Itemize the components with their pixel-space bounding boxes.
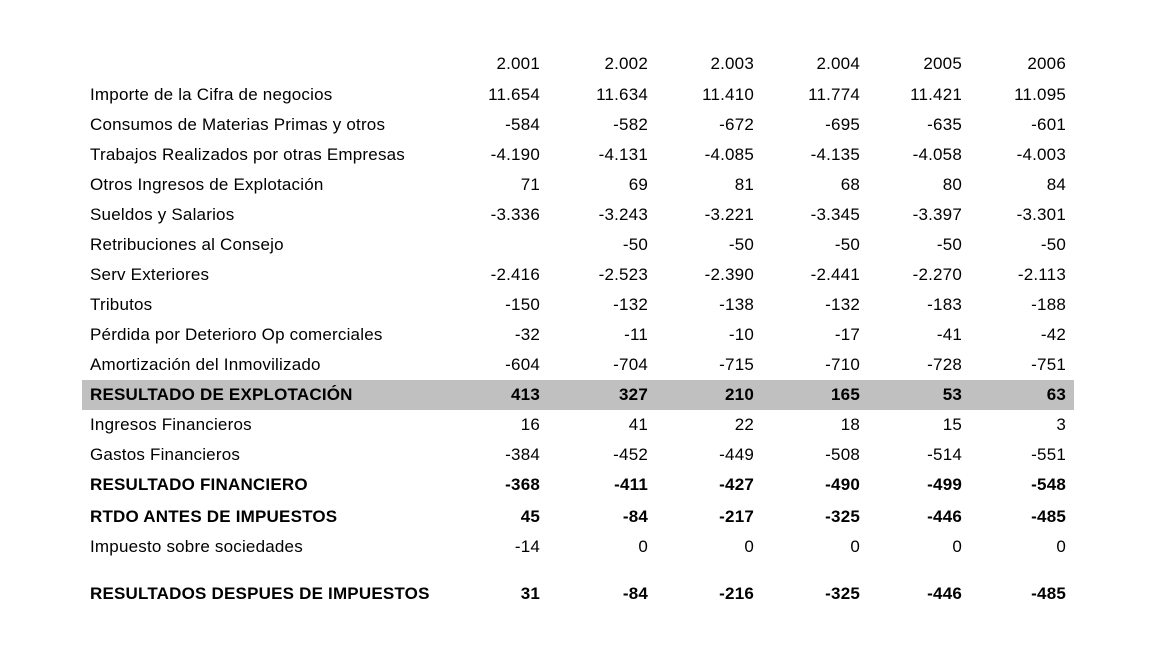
value-cell: -601 [1031,115,1066,134]
value-cell: -17 [834,325,860,344]
pretax-result-row [82,500,1074,534]
value-cell: -446 [927,507,962,526]
value-cell: 71 [520,175,540,194]
value-cell: -446 [927,584,962,603]
value-cell: -384 [505,445,540,464]
value-cell: -2.416 [490,265,540,284]
value-cell: -4.135 [810,145,860,164]
value-cell: 413 [511,385,540,404]
value-cell: -485 [1031,584,1066,603]
value-cell: -50 [936,235,962,254]
value-cell: -582 [613,115,648,134]
value-cell: 84 [1046,175,1066,194]
value-cell: -14 [514,537,540,556]
value-cell: -499 [927,475,962,494]
value-cell: -695 [825,115,860,134]
value-cell: -751 [1031,355,1066,374]
value-cell: -551 [1031,445,1066,464]
value-cell: -50 [728,235,754,254]
value-cell: -485 [1031,507,1066,526]
operating-result-row [82,380,1074,410]
value-cell: -217 [719,507,754,526]
value-cell: 11.095 [1014,85,1066,104]
row-label: Tributos [90,295,153,314]
value-cell: -715 [719,355,754,374]
value-cell: 3 [1056,415,1066,434]
value-cell: 0 [952,537,962,556]
value-cell: -508 [825,445,860,464]
value-cell: -2.390 [704,265,754,284]
table-row [82,440,1074,470]
value-cell: 80 [942,175,962,194]
value-cell: -710 [825,355,860,374]
table-row [82,200,1074,230]
value-cell: -584 [505,115,540,134]
row-label: Retribuciones al Consejo [90,235,284,254]
value-cell: -150 [505,295,540,314]
value-cell: -132 [825,295,860,314]
value-cell: 327 [619,385,648,404]
value-cell: -216 [719,584,754,603]
value-cell: -325 [825,584,860,603]
value-cell: -4.003 [1016,145,1066,164]
value-cell: -4.190 [490,145,540,164]
table-row [82,350,1074,380]
value-cell: -50 [1040,235,1066,254]
value-cell: -368 [505,475,540,494]
value-cell: -4.131 [598,145,648,164]
value-cell: 16 [520,415,540,434]
value-cell: 11.774 [808,85,860,104]
value-cell: -452 [613,445,648,464]
row-label: RESULTADO DE EXPLOTACIÓN [90,385,353,404]
value-cell: -2.270 [912,265,962,284]
value-cell: -548 [1031,475,1066,494]
table-row [82,230,1074,260]
value-cell: -50 [834,235,860,254]
income-statement-table [82,48,1074,608]
value-cell: 31 [520,584,540,603]
value-cell: -4.058 [912,145,962,164]
year-header: 2.003 [710,54,754,73]
value-cell: -3.397 [912,205,962,224]
value-cell: -604 [505,355,540,374]
value-cell: -427 [719,475,754,494]
year-header: 2.002 [604,54,648,73]
table-row [82,140,1074,170]
value-cell: -490 [825,475,860,494]
value-cell: -3.221 [704,205,754,224]
value-cell: -41 [936,325,962,344]
year-header-row [82,48,1074,80]
year-header: 2.004 [816,54,860,73]
value-cell: -84 [622,507,648,526]
year-header: 2005 [923,54,962,73]
year-header: 2.001 [496,54,540,73]
row-label: Serv Exteriores [90,265,210,284]
value-cell: 41 [628,415,648,434]
value-cell: -188 [1031,295,1066,314]
row-label: Amortización del Inmovilizado [90,355,321,374]
value-cell: 45 [520,507,540,526]
value-cell: 165 [831,385,860,404]
value-cell: -2.441 [810,265,860,284]
value-cell: -635 [927,115,962,134]
value-cell: -2.113 [1017,265,1066,284]
value-cell: 81 [734,175,754,194]
financial-result-row [82,470,1074,500]
value-cell: -325 [825,507,860,526]
value-cell: 22 [734,415,754,434]
value-cell: -10 [728,325,754,344]
value-cell: 15 [942,415,962,434]
table-row [82,320,1074,350]
row-label: Gastos Financieros [90,445,241,464]
row-label: RESULTADOS DESPUES DE IMPUESTOS [90,584,430,603]
value-cell: -3.345 [810,205,860,224]
value-cell: -4.085 [704,145,754,164]
row-label: Pérdida por Deterioro Op comerciales [90,325,383,344]
row-label: Consumos de Materias Primas y otros [90,115,386,134]
value-cell: -728 [927,355,962,374]
table-row [82,80,1074,110]
row-label: RTDO ANTES DE IMPUESTOS [90,507,338,526]
value-cell: 0 [638,537,648,556]
value-cell: 63 [1046,385,1066,404]
value-cell: -11 [624,325,648,344]
value-cell: 11.421 [910,85,962,104]
table-row [82,170,1074,200]
table-row [82,110,1074,140]
table-row [82,534,1074,560]
table-row [82,290,1074,320]
value-cell: -2.523 [598,265,648,284]
value-cell: 0 [1056,537,1066,556]
value-cell: -449 [719,445,754,464]
value-cell: 0 [744,537,754,556]
value-cell: 11.654 [488,85,540,104]
value-cell: 11.634 [596,85,648,104]
value-cell: -704 [613,355,648,374]
value-cell: -411 [614,475,648,494]
value-cell: -672 [719,115,754,134]
value-cell: 210 [725,385,754,404]
row-label: Sueldos y Salarios [90,205,235,224]
year-header: 2006 [1027,54,1066,73]
value-cell: 68 [840,175,860,194]
value-cell: -132 [613,295,648,314]
row-label: Ingresos Financieros [90,415,252,434]
value-cell: -3.336 [490,205,540,224]
value-cell: 53 [942,385,962,404]
row-label: Importe de la Cifra de negocios [90,85,333,104]
row-label: Impuesto sobre sociedades [90,537,303,556]
value-cell: -84 [622,584,648,603]
row-label: Trabajos Realizados por otras Empresas [90,145,405,164]
table-row [82,410,1074,440]
net-result-row [82,560,1074,608]
value-cell: -32 [514,325,540,344]
row-label: RESULTADO FINANCIERO [90,475,308,494]
row-label: Otros Ingresos de Explotación [90,175,324,194]
value-cell: -3.243 [598,205,648,224]
table-row [82,260,1074,290]
value-cell: -42 [1040,325,1066,344]
value-cell: -50 [622,235,648,254]
value-cell: 69 [628,175,648,194]
value-cell: 11.410 [702,85,754,104]
value-cell: 18 [840,415,860,434]
value-cell: -514 [927,445,962,464]
value-cell: -183 [927,295,962,314]
value-cell: -138 [719,295,754,314]
value-cell: 0 [850,537,860,556]
value-cell: -3.301 [1016,205,1066,224]
